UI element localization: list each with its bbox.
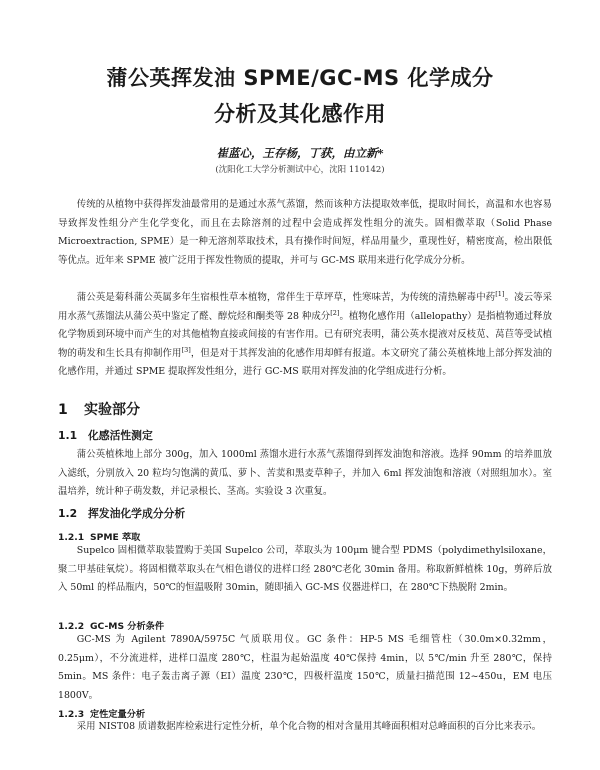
intro-p2-text-c: 。植物化感作用（allelopathy）是指植物通过释放化学物质到环境中而产生的对其他植物直接或间接的有害作用。已有研究表明，蒲公英水提液对反枝苋、莴苣等受试植物的萌发和生长具有抑制作用 [58, 310, 552, 359]
section-1-heading [58, 399, 140, 419]
section-1-title: 实验部分 [84, 402, 140, 418]
section-1-2-title: 挥发油化学成分分析 [88, 507, 186, 520]
section-1-2-3-title: 定性定量分析 [90, 709, 146, 720]
section-1-2-2-title: GC-MS 分析条件 [90, 621, 165, 632]
paper-title-line-1: 蒲公英挥发油 SPME/GC-MS 化学成分 [106, 66, 494, 90]
intro-p2-text-a: 蒲公英是菊科蒲公英属多年生宿根性草本植物，常伴生于草坪草，性寒味苦，为传统的清热解毒中药 [76, 292, 496, 303]
section-1-1-heading [58, 428, 153, 443]
citation-ref-1: [1] [495, 289, 505, 298]
section-1-2-1-number: 1.2.1 [58, 532, 85, 543]
intro-p2-text-d: ，但是对于其挥发油的化感作用却鲜有报道。本文研究了蒲公英植株地上部分挥发油的化感作用，并通过 SPME 提取挥发性组分，进行 GC-MS 联用对挥发油的化学组成进行分析。 [58, 347, 552, 378]
section-1-2-1-paragraph: Supelco 固相微萃取装置购于美国 Supelco 公司，萃取头为 100μm 键合型 PDMS（polydimethylsiloxane，聚二甲基硅氧烷）。将固相微萃取头在气相色谱仪的进样口经 280℃老化 30min 备用。称取新鲜植株 10g，剪碎后放入 50ml 的样品瓶内，50℃的恒温吸附 30min，随即插入 GC-MS 仪器进样口，在 280℃下热脱附 2min。 [58, 545, 552, 594]
section-1-2-number: 1.2 [58, 507, 78, 520]
intro-paragraph-2 [58, 289, 552, 382]
section-1-1-number: 1.1 [58, 429, 78, 442]
section-1-2-heading [58, 506, 185, 521]
section-1-number: 1 [58, 402, 68, 418]
section-1-1-title: 化感活性测定 [88, 429, 153, 442]
section-1-1-paragraph: 蒲公英植株地上部分 300g，加入 1000ml 蒸馏水进行水蒸气蒸馏得到挥发油饱和溶液。选择 90mm 的培养皿放入滤纸，分别放入 20 粒均匀饱满的黄瓜、萝卜、苦荬和黑麦草种子，并加入 6ml 挥发油饱和溶液（对照组加水）。室温培养，统计种子萌发数，并记录根长、茎高。实验设 3 次重复。 [58, 449, 552, 498]
section-1-2-1-heading [58, 529, 140, 543]
affiliation: (沈阳化工大学分析测试中心，沈阳 110142) [215, 165, 385, 175]
section-1-2-1-title: SPME 萃取 [90, 532, 141, 543]
citation-ref-3: [3] [181, 345, 191, 354]
section-1-2-2-number: 1.2.2 [58, 621, 85, 632]
intro-paragraph-1: 传统的从植物中获得挥发油最常用的是通过水蒸气蒸馏，然而该种方法提取效率低，提取时间长，高温和水也容易导致挥发性组分产生化学变化，而且在去除溶剂的过程中会造成挥发性组分的流失。固相微萃取（Solid Phase Microextraction, SPME）是一种无溶剂萃取技术，具有操作时间短，样品用量少，重现性好，精密度高，检出限低等优点。近年来 SPME 被广泛用于挥发性物质的提取，并可与 GC-MS 联用来进行化学成分分析。 [58, 199, 552, 266]
section-1-2-2-heading [58, 618, 164, 632]
section-1-2-2-paragraph: GC-MS 为 Agilent 7890A/5975C 气质联用仪。GC 条件：HP-5 MS 毛细管柱（30.0m×0.32mm，0.25μm），不分流进样，进样口温度 280℃，柱温为起始温度 40℃保持 4min，以 5℃/min 升至 280℃，保持 5min。MS 条件：电子轰击离子源（EI）温度 230℃，四极杆温度 150℃，质量扫描范围 12~450u，EM 电压 1800V。 [58, 634, 552, 701]
citation-ref-2: [2] [330, 308, 340, 317]
author-list: 崔蓝心，王存杨，丁获，由立新* [216, 146, 384, 160]
section-1-2-3-number: 1.2.3 [58, 709, 85, 720]
section-1-2-3-paragraph: 采用 NIST08 质谱数据库检索进行定性分析，单个化合物的相对含量用其峰面积相对总峰面积的百分比来表示。 [76, 721, 542, 732]
paper-title-line-2: 分析及其化感作用 [214, 102, 386, 126]
intro-p2-text-b: 。凌云等采用水蒸气蒸馏法从蒲公英中鉴定了醛、醇烷烃和酮类等 28 种成分 [58, 292, 552, 322]
